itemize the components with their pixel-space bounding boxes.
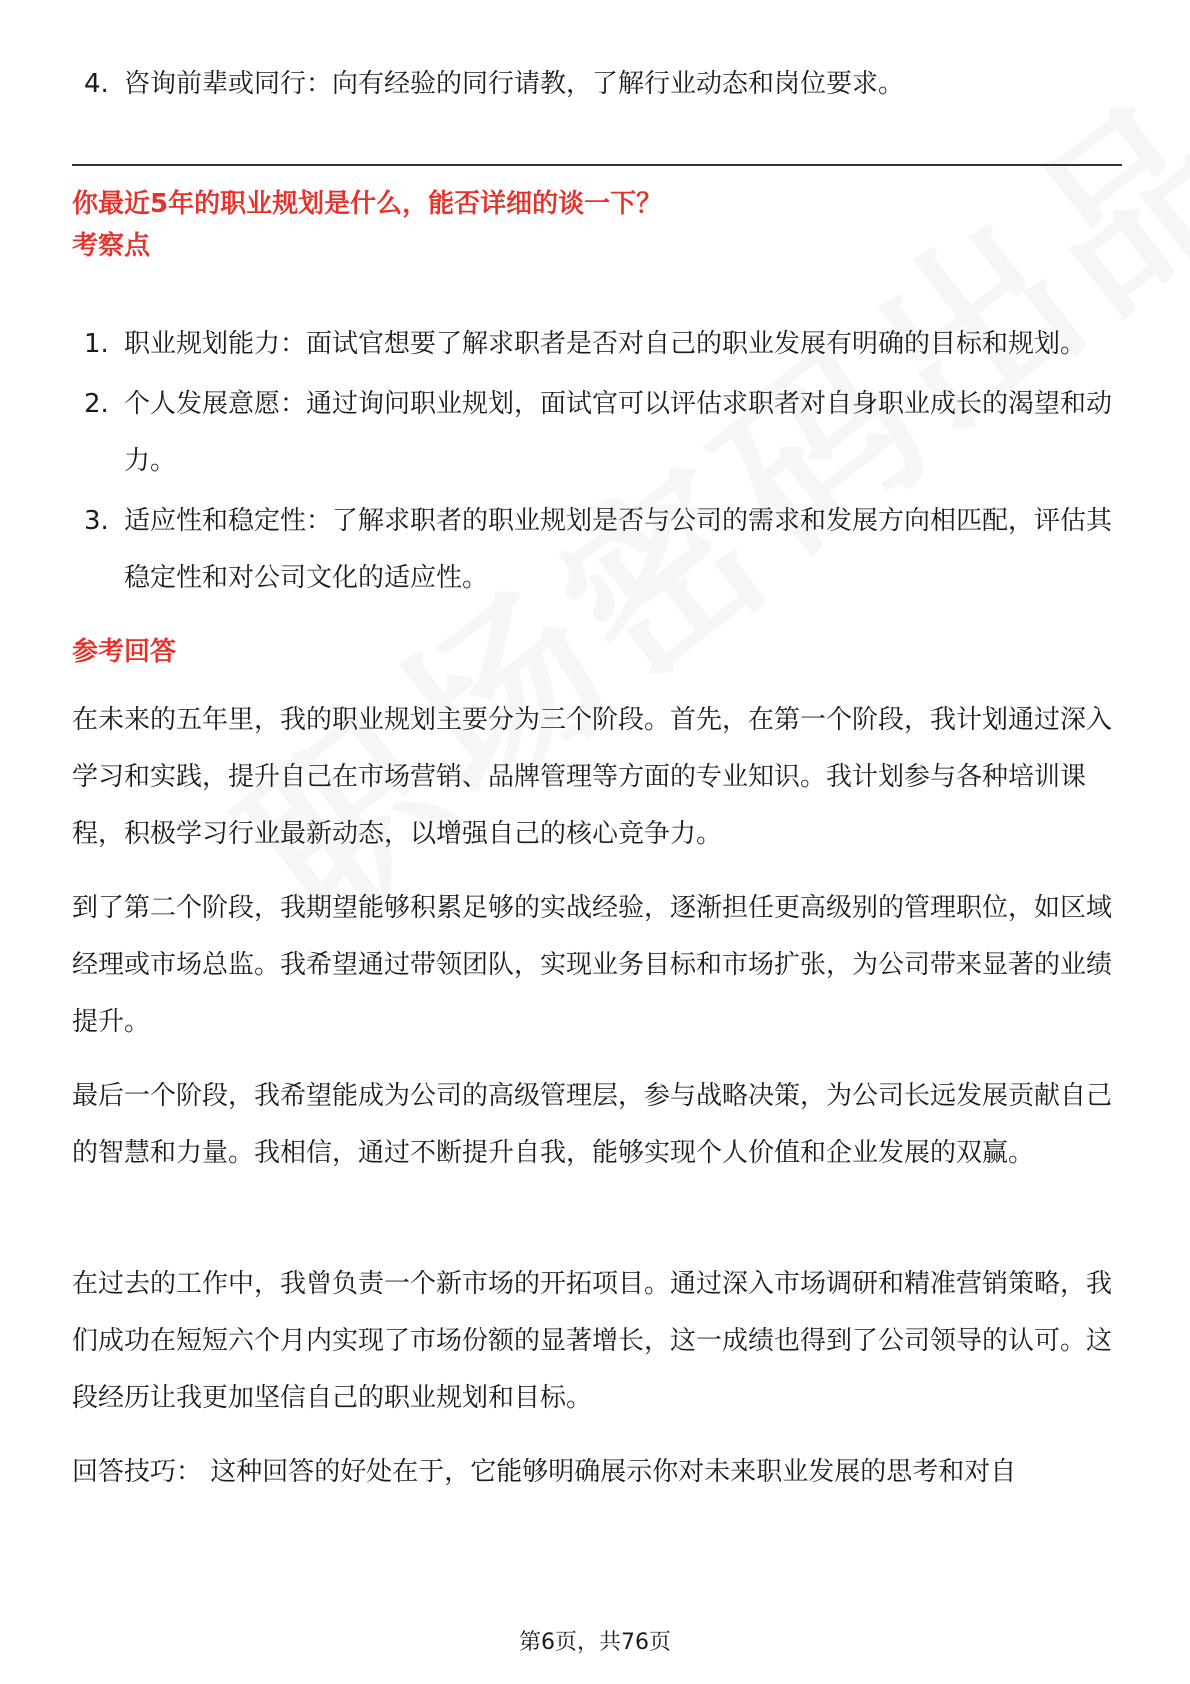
list-item-number: 3.	[84, 506, 109, 536]
answer-section-title: 参考回答	[72, 637, 177, 667]
list-item-text: 个人发展意愿：通过询问职业规划，面试官可以评估求职者对自身职业成长的渴望和动力。	[124, 389, 1113, 476]
points-section-title: 考察点	[72, 231, 151, 261]
answer-paragraph: 在过去的工作中，我曾负责一个新市场的开拓项目。通过深入市场调研和精准营销策略，我们成功在短短六个月内实现了市场份额的显著增长，这一成绩也得到了公司领导的认可。这段经历让我更加坚信自己的职业规划和目标。	[72, 1269, 1113, 1413]
answer-tips-paragraph: 回答技巧： 这种回答的好处在于，它能够明确展示你对未来职业发展的思考和对自	[72, 1457, 1017, 1487]
list-item	[72, 316, 1122, 373]
previous-list-item	[84, 64, 904, 104]
list-item-number: 2.	[84, 389, 109, 419]
list-item-text: 职业规划能力：面试官想要了解求职者是否对自己的职业发展有明确的目标和规划。	[124, 329, 1087, 359]
list-item-number: 1.	[84, 329, 109, 359]
question-heading: 你最近5年的职业规划是什么，能否详细的谈一下？	[72, 189, 663, 219]
answer-paragraph: 到了第二个阶段，我期望能够积累足够的实战经验，逐渐担任更高级别的管理职位，如区域经理或市场总监。我希望通过带领团队，实现业务目标和市场扩张，为公司带来显著的业绩提升。	[72, 893, 1113, 1037]
section-divider	[72, 164, 1122, 166]
answer-paragraph: 最后一个阶段，我希望能成为公司的高级管理层，参与战略决策，为公司长远发展贡献自己的智慧和力量。我相信，通过不断提升自我，能够实现个人价值和企业发展的双赢。	[72, 1081, 1113, 1168]
list-item-text: 适应性和稳定性：了解求职者的职业规划是否与公司的需求和发展方向相匹配，评估其稳定性和对公司文化的适应性。	[124, 506, 1113, 593]
answer-paragraph: 在未来的五年里，我的职业规划主要分为三个阶段。首先，在第一个阶段，我计划通过深入学习和实践，提升自己在市场营销、品牌管理等方面的专业知识。我计划参与各种培训课程，积极学习行业最新动态，以增强自己的核心竞争力。	[72, 705, 1113, 849]
list-item	[72, 376, 1122, 490]
list-item-text: 咨询前辈或同行：向有经验的同行请教，了解行业动态和岗位要求。	[124, 69, 905, 99]
list-item-number: 4.	[84, 69, 109, 99]
assessment-points-list	[72, 316, 1122, 610]
page-number-footer: 第6页，共76页	[519, 1630, 671, 1655]
list-item	[72, 493, 1122, 607]
